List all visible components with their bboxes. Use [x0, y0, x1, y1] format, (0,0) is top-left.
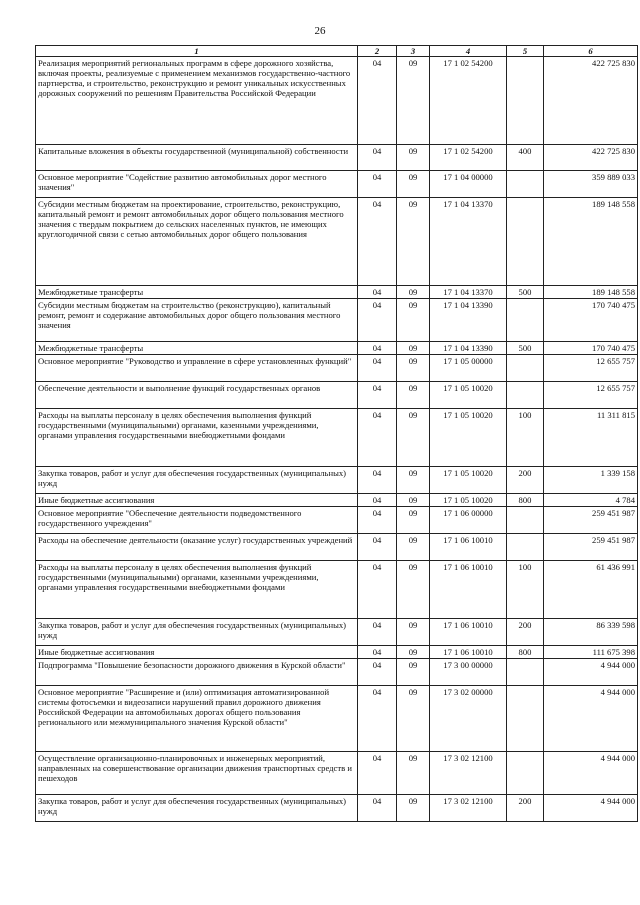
row-subsection: 09 [397, 145, 430, 171]
header-col-5: 5 [507, 46, 544, 57]
row-amount: 1 339 158 [544, 467, 638, 494]
row-amount: 4 944 000 [544, 686, 638, 752]
row-name: Иные бюджетные ассигнования [36, 494, 358, 507]
row-name: Основное мероприятие "Руководство и управление в сфере установленных функций" [36, 355, 358, 382]
table-row [36, 686, 638, 752]
row-section: 04 [358, 382, 397, 409]
row-subsection: 09 [397, 355, 430, 382]
row-subsection: 09 [397, 286, 430, 299]
row-expense-type: 500 [507, 342, 544, 355]
row-expense-type [507, 299, 544, 342]
row-subsection: 09 [397, 534, 430, 561]
header-col-2: 2 [358, 46, 397, 57]
row-amount: 12 655 757 [544, 382, 638, 409]
row-subsection: 09 [397, 382, 430, 409]
row-target-article: 17 1 04 00000 [430, 171, 507, 198]
row-expense-type [507, 57, 544, 145]
row-target-article: 17 1 06 10010 [430, 619, 507, 646]
row-name: Капитальные вложения в объекты государственной (муниципальной) собственности [36, 145, 358, 171]
row-target-article: 17 1 04 13370 [430, 198, 507, 286]
row-section: 04 [358, 752, 397, 795]
row-expense-type: 800 [507, 494, 544, 507]
row-target-article: 17 3 00 00000 [430, 659, 507, 686]
row-name: Расходы на выплаты персоналу в целях обеспечения выполнения функций государственными (муниципальными) органами, казенными учреждениями, органами управления государственными внебюджетными фондами [36, 561, 358, 619]
row-expense-type [507, 507, 544, 534]
header-col-3: 3 [397, 46, 430, 57]
table-row [36, 467, 638, 494]
row-expense-type: 500 [507, 286, 544, 299]
row-section: 04 [358, 686, 397, 752]
table-row [36, 145, 638, 171]
table-body [36, 57, 638, 822]
header-col-6: 6 [544, 46, 638, 57]
row-expense-type [507, 686, 544, 752]
row-expense-type: 800 [507, 646, 544, 659]
row-amount: 4 944 000 [544, 795, 638, 822]
row-section: 04 [358, 145, 397, 171]
row-target-article: 17 1 06 10010 [430, 561, 507, 619]
row-section: 04 [358, 619, 397, 646]
row-section: 04 [358, 561, 397, 619]
row-expense-type [507, 198, 544, 286]
row-expense-type: 100 [507, 409, 544, 467]
row-expense-type [507, 171, 544, 198]
row-section: 04 [358, 198, 397, 286]
row-subsection: 09 [397, 467, 430, 494]
row-expense-type: 100 [507, 561, 544, 619]
row-expense-type [507, 752, 544, 795]
row-subsection: 09 [397, 686, 430, 752]
row-section: 04 [358, 342, 397, 355]
row-amount: 111 675 398 [544, 646, 638, 659]
row-target-article: 17 1 06 10010 [430, 534, 507, 561]
table-row [36, 409, 638, 467]
row-expense-type: 200 [507, 467, 544, 494]
row-amount: 259 451 987 [544, 507, 638, 534]
row-amount: 12 655 757 [544, 355, 638, 382]
row-subsection: 09 [397, 752, 430, 795]
table-row [36, 795, 638, 822]
table-row [36, 299, 638, 342]
row-target-article: 17 1 02 54200 [430, 57, 507, 145]
table-row [36, 534, 638, 561]
row-section: 04 [358, 467, 397, 494]
row-section: 04 [358, 646, 397, 659]
row-section: 04 [358, 795, 397, 822]
row-target-article: 17 1 05 10020 [430, 494, 507, 507]
row-target-article: 17 1 04 13390 [430, 342, 507, 355]
row-amount: 422 725 830 [544, 145, 638, 171]
row-expense-type [507, 355, 544, 382]
row-amount: 170 740 475 [544, 299, 638, 342]
table-header [36, 46, 638, 57]
row-subsection: 09 [397, 57, 430, 145]
table-row [36, 355, 638, 382]
table-row [36, 646, 638, 659]
row-expense-type [507, 382, 544, 409]
table-row [36, 342, 638, 355]
row-name: Закупка товаров, работ и услуг для обеспечения государственных (муниципальных) нужд [36, 467, 358, 494]
row-section: 04 [358, 355, 397, 382]
row-name: Межбюджетные трансферты [36, 286, 358, 299]
row-subsection: 09 [397, 659, 430, 686]
row-subsection: 09 [397, 171, 430, 198]
row-target-article: 17 1 05 10020 [430, 467, 507, 494]
row-subsection: 09 [397, 561, 430, 619]
row-name: Расходы на обеспечение деятельности (оказание услуг) государственных учреждений [36, 534, 358, 561]
row-subsection: 09 [397, 342, 430, 355]
table-row [36, 752, 638, 795]
row-section: 04 [358, 286, 397, 299]
row-section: 04 [358, 171, 397, 198]
row-amount: 4 784 [544, 494, 638, 507]
row-name: Субсидии местным бюджетам на проектирование, строительство, реконструкцию, капитальный ремонт и ремонт автомобильных дорог общего пользования местного значения с твердым покрытием до сельских населенных пунктов, не имеющих круглогодичной связи с сетью автомобильных дорог общего пользования [36, 198, 358, 286]
row-section: 04 [358, 534, 397, 561]
row-name: Основное мероприятие "Обеспечение деятельности подведомственного государственного учреждения" [36, 507, 358, 534]
row-target-article: 17 1 02 54200 [430, 145, 507, 171]
row-name: Закупка товаров, работ и услуг для обеспечения государственных (муниципальных) нужд [36, 795, 358, 822]
row-expense-type: 200 [507, 619, 544, 646]
table-row [36, 57, 638, 145]
row-section: 04 [358, 57, 397, 145]
row-target-article: 17 1 06 10010 [430, 646, 507, 659]
table-row [36, 561, 638, 619]
row-amount: 359 889 033 [544, 171, 638, 198]
row-subsection: 09 [397, 299, 430, 342]
table-row [36, 619, 638, 646]
row-target-article: 17 1 05 10020 [430, 382, 507, 409]
row-amount: 259 451 987 [544, 534, 638, 561]
header-col-1: 1 [36, 46, 358, 57]
row-name: Закупка товаров, работ и услуг для обеспечения государственных (муниципальных) нужд [36, 619, 358, 646]
row-amount: 4 944 000 [544, 659, 638, 686]
row-amount: 61 436 991 [544, 561, 638, 619]
row-section: 04 [358, 299, 397, 342]
row-name: Субсидии местным бюджетам на строительство (реконструкцию), капитальный ремонт, ремонт и содержание автомобильных дорог общего пользования местного значения [36, 299, 358, 342]
row-amount: 86 339 598 [544, 619, 638, 646]
row-name: Подпрограмма "Повышение безопасности дорожного движения в Курской области" [36, 659, 358, 686]
row-expense-type: 200 [507, 795, 544, 822]
row-name: Обеспечение деятельности и выполнение функций государственных органов [36, 382, 358, 409]
row-amount: 11 311 815 [544, 409, 638, 467]
row-subsection: 09 [397, 619, 430, 646]
row-amount: 170 740 475 [544, 342, 638, 355]
table-row [36, 659, 638, 686]
row-subsection: 09 [397, 795, 430, 822]
row-target-article: 17 1 06 00000 [430, 507, 507, 534]
row-subsection: 09 [397, 494, 430, 507]
row-subsection: 09 [397, 198, 430, 286]
budget-table [35, 45, 638, 822]
table-row [36, 171, 638, 198]
table-row [36, 507, 638, 534]
row-target-article: 17 1 04 13370 [430, 286, 507, 299]
table-row [36, 286, 638, 299]
row-name: Реализация мероприятий региональных программ в сфере дорожного хозяйства, включая проекты, реализуемые с применением механизмов государственно-частного партнерства, и строительство, реконструкцию и ремонт уникальных искусственных дорожных сооружений по решениям Правительства Российской Федерации [36, 57, 358, 145]
header-col-4: 4 [430, 46, 507, 57]
row-target-article: 17 3 02 00000 [430, 686, 507, 752]
row-name: Межбюджетные трансферты [36, 342, 358, 355]
row-section: 04 [358, 659, 397, 686]
page-number: 26 [314, 25, 326, 37]
row-expense-type [507, 659, 544, 686]
row-section: 04 [358, 409, 397, 467]
row-subsection: 09 [397, 409, 430, 467]
row-amount: 189 148 558 [544, 198, 638, 286]
row-target-article: 17 3 02 12100 [430, 752, 507, 795]
header-row [36, 46, 638, 57]
table-row [36, 198, 638, 286]
row-expense-type [507, 534, 544, 561]
row-target-article: 17 1 04 13390 [430, 299, 507, 342]
row-section: 04 [358, 494, 397, 507]
row-subsection: 09 [397, 646, 430, 659]
row-subsection: 09 [397, 507, 430, 534]
row-expense-type: 400 [507, 145, 544, 171]
row-name: Осуществление организационно-планировочных и инженерных мероприятий, направленных на совершенствование организации движения транспортных средств и пешеходов [36, 752, 358, 795]
row-name: Иные бюджетные ассигнования [36, 646, 358, 659]
row-target-article: 17 1 05 00000 [430, 355, 507, 382]
row-amount: 422 725 830 [544, 57, 638, 145]
row-name: Основное мероприятие "Расширение и (или) оптимизация автоматизированной системы фотосъемки и видеозаписи нарушений правил дорожного движения Российской Федерации на автомобильных дорогах общего пользования регионального или межмуниципального значения Курской области" [36, 686, 358, 752]
row-target-article: 17 3 02 12100 [430, 795, 507, 822]
row-amount: 189 148 558 [544, 286, 638, 299]
row-name: Основное мероприятие "Содействие развитию автомобильных дорог местного значения" [36, 171, 358, 198]
row-target-article: 17 1 05 10020 [430, 409, 507, 467]
row-section: 04 [358, 507, 397, 534]
table-row [36, 494, 638, 507]
table-row [36, 382, 638, 409]
row-amount: 4 944 000 [544, 752, 638, 795]
row-name: Расходы на выплаты персоналу в целях обеспечения выполнения функций государственными (муниципальными) органами, казенными учреждениями, органами управления государственными внебюджетными фондами [36, 409, 358, 467]
